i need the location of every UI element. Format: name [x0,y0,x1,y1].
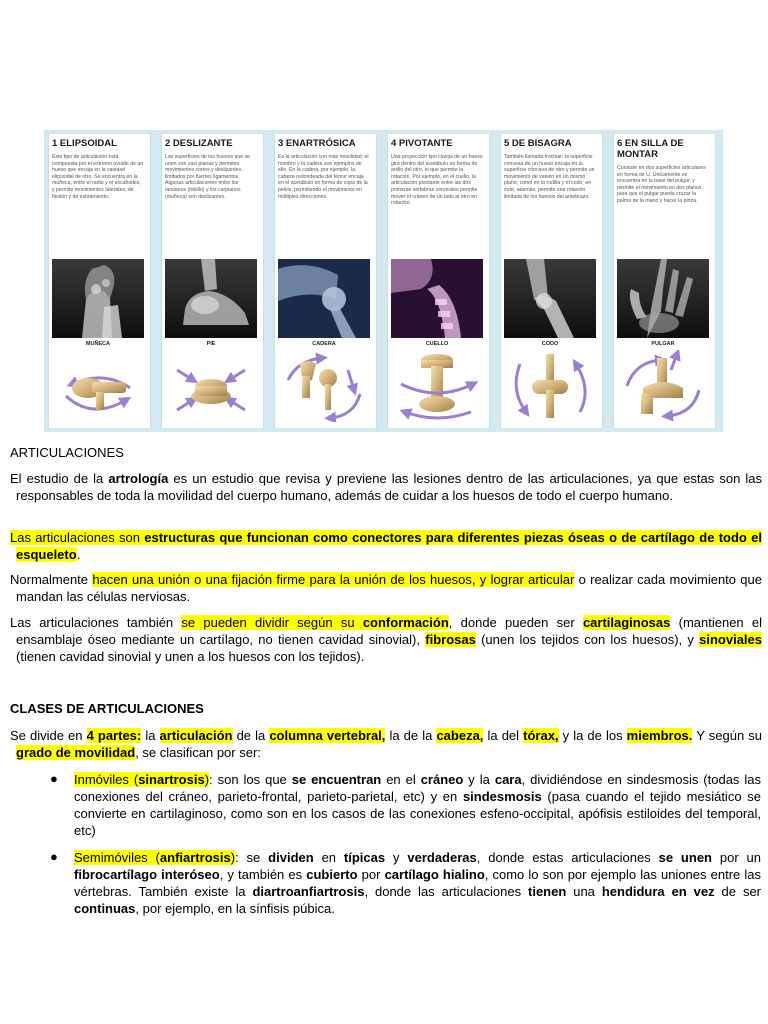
panel-title: 3 ENARTRÓSICA [278,138,356,149]
bullet-dot: ● [50,849,58,864]
panel-deslizante [157,130,270,432]
enartrosica-joint-icon [278,350,370,422]
elbow-xray-image [504,259,596,338]
panel-description: Consiste en dos superficies articulares en forma de U. Únicamente se encuentra en la base del pulgar, y permite el movimiento en dos planos, para que el pulgar pueda cruzar la palma de la mano y hacer la pinza. [617,165,706,204]
bullet-dot: ● [50,771,58,786]
panel-title: 5 DE BISAGRA [504,138,572,149]
silla-de-montar-joint-icon [617,350,709,422]
joint-types-infographic [44,130,723,432]
panel-description: Este tipo de articulación está compuesta por el extremo ovoide de un hueso que encaja en la cavidad elipsoidal de otro. Se encuentra en la muñeca, entre el radio y el escafoides, y permite movimientos laterales, de flexión y de estiramiento. [52,154,144,200]
elipsoidal-joint-icon [52,350,144,422]
panel-description: Las superficies de los huesos que se unen son casi planas y permiten movimientos cortos y deslizantes, limitados por fuertes ligamentos. Algunas articulaciones entre los tarsianos (tobillo) y los carpianos (muñeca) son deslizantes. [165,154,251,200]
xray-label: CADERA [312,341,336,347]
panel-enartrosica [270,130,383,432]
list-item-semimoviles: Semimóviles (anfiartrosis): se dividen en típicas y verdaderas, donde estas articulaciones se unen por un fibrocartílago interóseo, y también es cubierto por cartílago hialino, como lo son por ejemplo las uniones entre las vértebras. También existe la diartroanfiartrosis, donde las articulaciones tienen una hendidura en vez de ser continuas, por ejemplo, en la sínfisis púbica. [74,850,762,916]
panel-description: También llamada troclear: la superficie convexa de un hueso encaja en la superficie cóncava de otro y permite un movimiento de vaivén en un mismo plano, como en la rodilla y el codo; en éste, además, permite una rotación limitada de los huesos del antebrazo. [504,154,595,200]
xray-label: MUÑECA [85,341,111,347]
xray-label: PULGAR [651,341,675,347]
panel-bisagra [496,130,609,432]
paragraph-partes: Se divide en 4 partes: la articulación de la columna vertebral, la de la cabeza, la del tórax, y la de los miembros. Y según su grado de movilidad, se clasifican por ser: [10,728,762,760]
paragraph-conectores: Las articulaciones son estructuras que funcionan como conectores para diferentes piezas óseas o de cartílago de todo el esqueleto. [10,530,762,562]
list-item-inmoviles: Inmóviles (sinartrosis): son los que se encuentran en el cráneo y la cara, dividiéndose en sindesmosis (todas las conexiones del cráneo, parieto-frontal, parieto-parietal, etc) y en sindesmosis (pasa cuando el tejido mesiático se convierte en cartilaginoso, como son en los casos de las conexiones esfeno-occipital, apófisis estiloides del temporal, etc) [74,772,761,838]
xray-label: CUELLO [425,341,449,347]
neck-xray-image [391,259,483,338]
paragraph-union: Normalmente hacen una unión o una fijación firme para la unión de los huesos, y lograr articular o realizar cada movimiento que mandan las células nerviosas. [10,572,762,604]
bisagra-joint-icon [504,350,596,422]
paragraph-artrologia: El estudio de la artrología es un estudio que revisa y previene las lesiones dentro de las articulaciones, ya que estas son las responsables de toda la movilidad del cuerpo humano, además de cuidar a los huesos de todo el cuerpo humano. [10,471,762,503]
xray-label: PIE [206,341,216,347]
panel-pivotante [383,130,496,432]
panel-title: 2 DESLIZANTE [165,138,233,149]
xray-label: CODO [541,341,559,347]
section-heading-clases: CLASES DE ARTICULACIONES [10,701,204,716]
panel-elipsoidal [44,130,157,432]
thumb-xray-image [617,259,709,338]
hip-xray-image [278,259,370,338]
panel-description: Es la articulación con más movilidad; el hombro y la cadera son ejemplos de ello. En la cadera, por ejemplo, la cabeza redondeada del fémur encaja en el acetábulo en forma de copa de la pelvis, permitiendo el movimiento en múltiples direcciones. [278,154,369,200]
panel-title: 4 PIVOTANTE [391,138,453,149]
panel-title: 1 ELIPSOIDAL [52,138,117,149]
wrist-xray-image [52,259,144,338]
deslizante-joint-icon [165,350,257,422]
panel-silla-de-montar [609,130,722,432]
paragraph-conformacion: Las articulaciones también se pueden dividir según su conformación, donde pueden ser cartilaginosas (mantienen el ensamblaje óseo mediante un cartílago, no tienen cavidad sinovial), fibrosas (unen los tejidos con los huesos), y sinoviales (tienen cavidad sinovial y unen a los huesos con los tejidos). [10,615,763,664]
section-heading: ARTICULACIONES [10,445,124,460]
panel-title: 6 EN SILLA DE MONTAR [617,138,684,160]
pivotante-joint-icon [391,350,483,422]
panel-description: Una proyección tipo clavija de un hueso gira dentro del acetábulo en forma de anillo del otro, lo que permite la rotación. Por ejemplo, en el cuello, la articulación pivotante entre las dos primeras vértebras cervicales permite mover el cráneo de un lado al otro en rotación. [391,154,483,207]
foot-xray-image [165,259,257,338]
